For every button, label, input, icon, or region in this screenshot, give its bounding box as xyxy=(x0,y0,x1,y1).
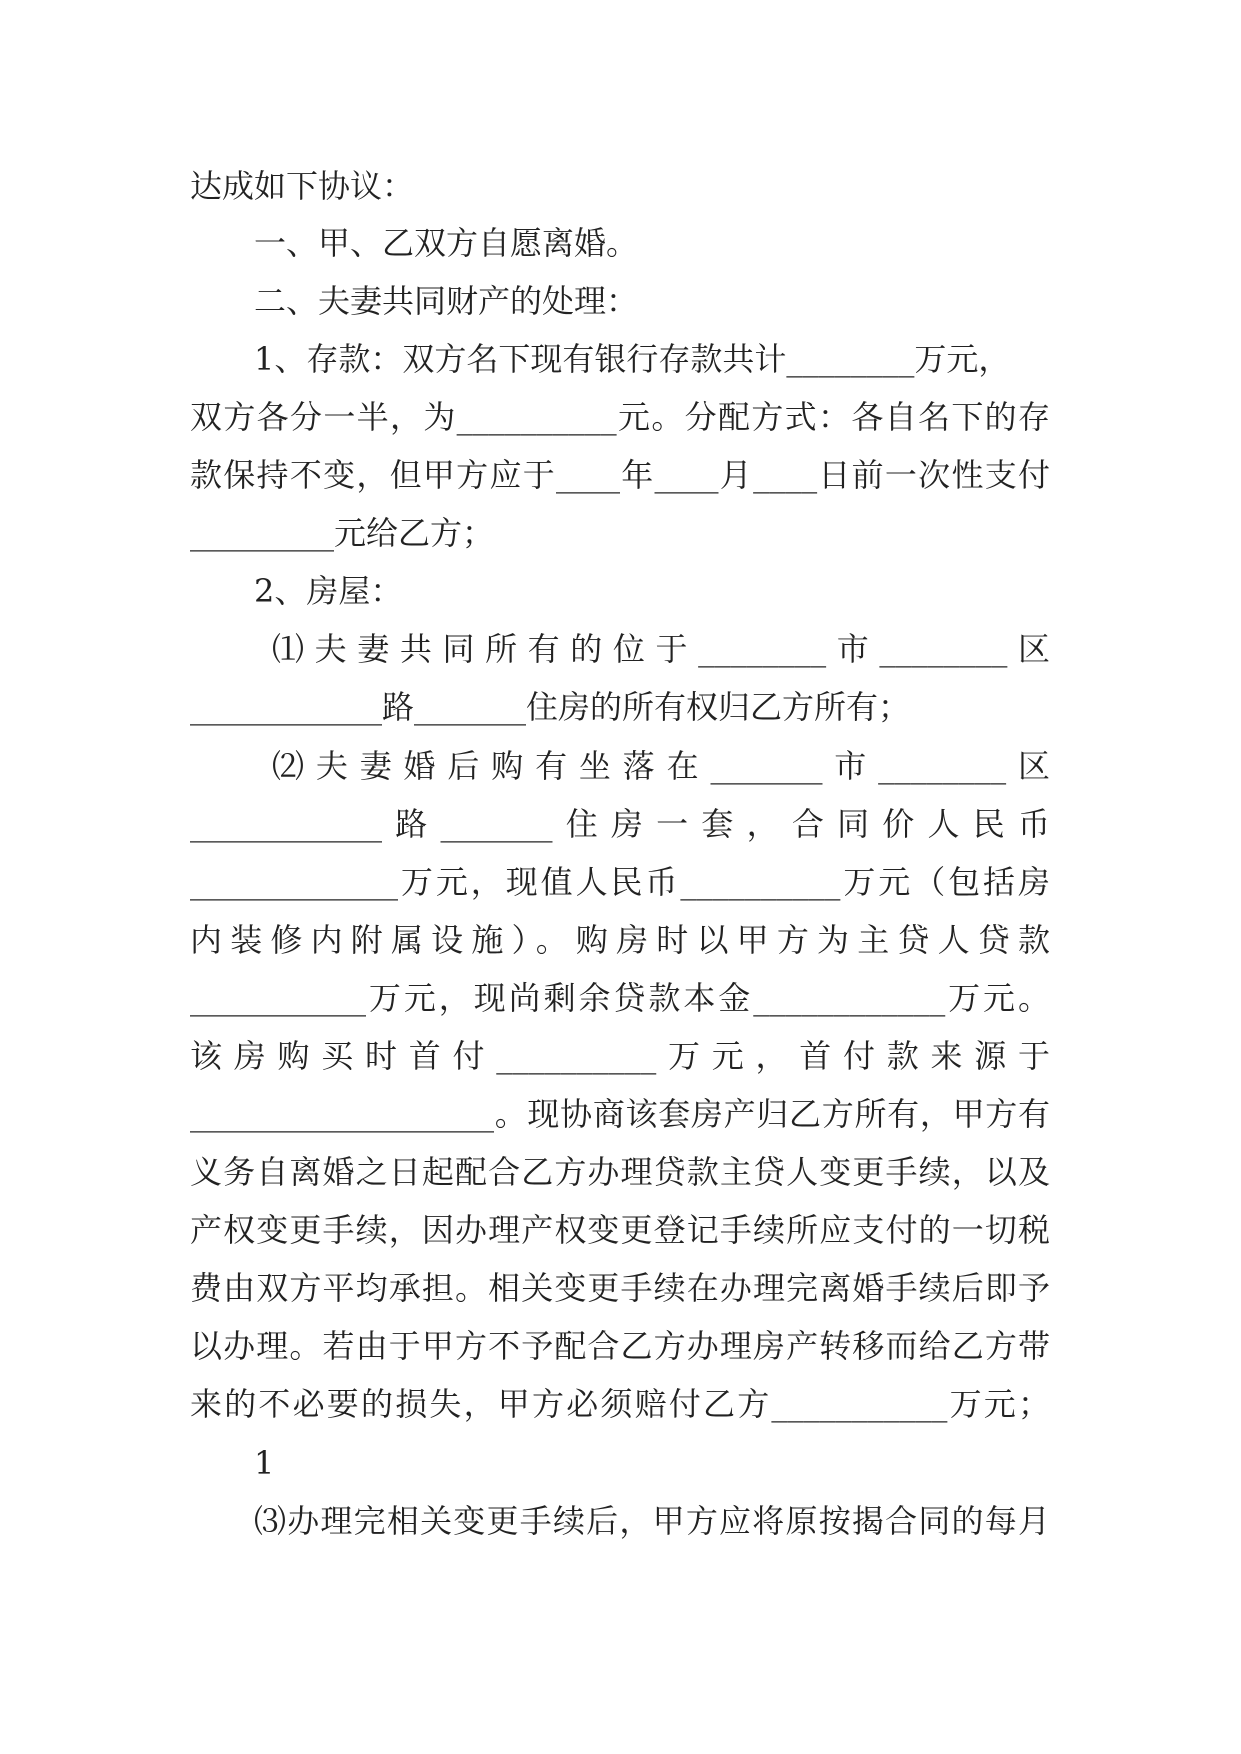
text-line: 款保持不变，但甲方应于____年____月____日前一次性支付 xyxy=(190,456,1050,494)
text-line: 二、夫妻共同财产的处理： xyxy=(254,282,639,320)
text-line: ____________路_______住房的所有权归乙方所有； xyxy=(190,688,911,726)
text-line: ⑶办理完相关变更手续后，甲方应将原按揭合同的每月 xyxy=(254,1502,1050,1540)
text-line: ___________万元，现尚剩余贷款本金____________万元。 xyxy=(190,979,1050,1017)
text-line: ⑵夫妻婚后购有坐落在_______市________区 xyxy=(272,747,1050,785)
text-line: ____________路_______住房一套，合同价人民币 xyxy=(190,805,1050,843)
text-line: 一、甲、乙双方自愿离婚。 xyxy=(254,224,639,262)
text-line: 费由双方平均承担。相关变更手续在办理完离婚手续后即予 xyxy=(190,1269,1050,1307)
text-line: 双方各分一半，为__________元。分配方式：各自名下的存 xyxy=(190,398,1050,436)
text-line: 2、房屋： xyxy=(254,572,403,610)
text-line: ___________________。现协商该套房产归乙方所有，甲方有 xyxy=(190,1095,1050,1133)
page-number: 1 xyxy=(254,1444,275,1482)
text-line: 义务自离婚之日起配合乙方办理贷款主贷人变更手续，以及 xyxy=(190,1153,1050,1191)
text-line: 达成如下协议： xyxy=(190,167,415,205)
text-line: 1、存款：双方名下现有银行存款共计________万元， xyxy=(254,340,1011,378)
text-line: 产权变更手续，因办理产权变更登记手续所应支付的一切税 xyxy=(190,1211,1050,1249)
text-line: _________元给乙方； xyxy=(190,514,495,552)
text-line: 以办理。若由于甲方不予配合乙方办理房产转移而给乙方带 xyxy=(190,1327,1050,1365)
text-line: 来的不必要的损失，甲方必须赔付乙方___________万元； xyxy=(190,1385,1050,1423)
text-line: _____________万元，现值人民币__________万元（包括房 xyxy=(190,863,1050,901)
text-line: 内装修内附属设施）。购房时以甲方为主贷人贷款 xyxy=(190,921,1050,959)
text-line: ⑴夫妻共同所有的位于________市________区 xyxy=(272,630,1050,668)
text-line: 该房购买时首付__________万元，首付款来源于 xyxy=(190,1037,1050,1075)
